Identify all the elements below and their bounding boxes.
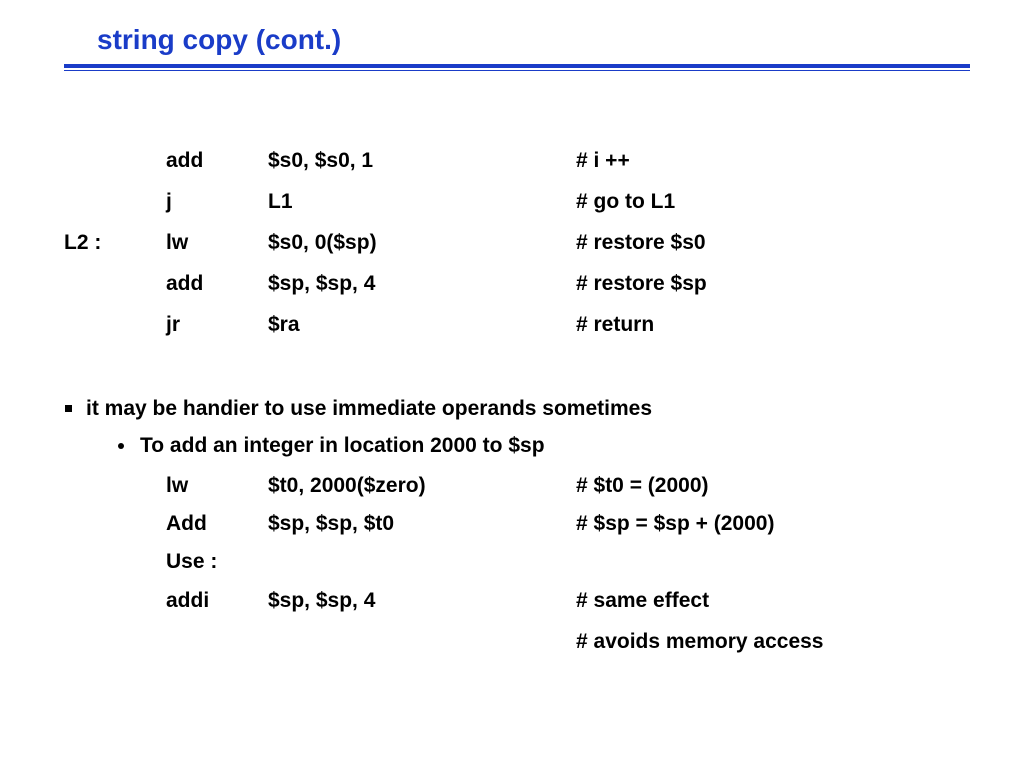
code-opcode: add <box>166 272 204 295</box>
code-opcode: Add <box>166 512 207 535</box>
code-operands: $s0, 0($sp) <box>268 231 377 254</box>
title-divider <box>64 64 970 68</box>
code-operands: $t0, 2000($zero) <box>268 474 426 497</box>
code-opcode: jr <box>166 313 181 336</box>
code-line <box>0 627 1024 657</box>
code-operands: $sp, $sp, $t0 <box>268 512 395 535</box>
code-operands: $s0, $s0, 1 <box>268 149 374 172</box>
code-comment: # restore $s0 <box>576 231 706 254</box>
code-opcode: lw <box>166 231 189 254</box>
code-line <box>0 310 1024 340</box>
code-line <box>0 586 1024 616</box>
dot-bullet-icon <box>118 443 124 449</box>
code-operands: $ra <box>268 313 300 336</box>
code-comment: # same effect <box>576 589 710 612</box>
sub-bullet-text: To add an integer in location 2000 to $sp <box>140 434 545 457</box>
code-operands: $sp, $sp, 4 <box>268 272 376 295</box>
code-line <box>0 228 1024 258</box>
code-comment: # return <box>576 313 655 336</box>
code-operands: L1 <box>268 190 293 213</box>
code-line <box>0 509 1024 539</box>
code-opcode: addi <box>166 589 210 612</box>
code-label: L2 : <box>64 231 102 254</box>
code-operands: $sp, $sp, 4 <box>268 589 376 612</box>
bullet-text: it may be handier to use immediate operands sometimes <box>86 397 653 420</box>
code-line <box>0 547 1024 577</box>
slide-title: string copy (cont.) <box>97 24 342 55</box>
code-line <box>0 187 1024 217</box>
code-opcode: j <box>166 190 172 213</box>
code-comment: # go to L1 <box>576 190 676 213</box>
code-comment: # avoids memory access <box>576 630 824 653</box>
code-line <box>0 471 1024 501</box>
code-opcode: add <box>166 149 204 172</box>
code-comment: # i ++ <box>576 149 630 172</box>
code-line <box>0 146 1024 176</box>
code-line <box>0 269 1024 299</box>
square-bullet-icon <box>65 405 72 412</box>
bullet-item <box>0 394 1024 424</box>
code-opcode: Use : <box>166 550 218 573</box>
sub-bullet-item <box>0 431 1024 461</box>
title-divider-thin <box>64 70 970 71</box>
code-comment: # restore $sp <box>576 272 707 295</box>
code-comment: # $t0 = (2000) <box>576 474 709 497</box>
code-comment: # $sp = $sp + (2000) <box>576 512 775 535</box>
code-opcode: lw <box>166 474 189 497</box>
